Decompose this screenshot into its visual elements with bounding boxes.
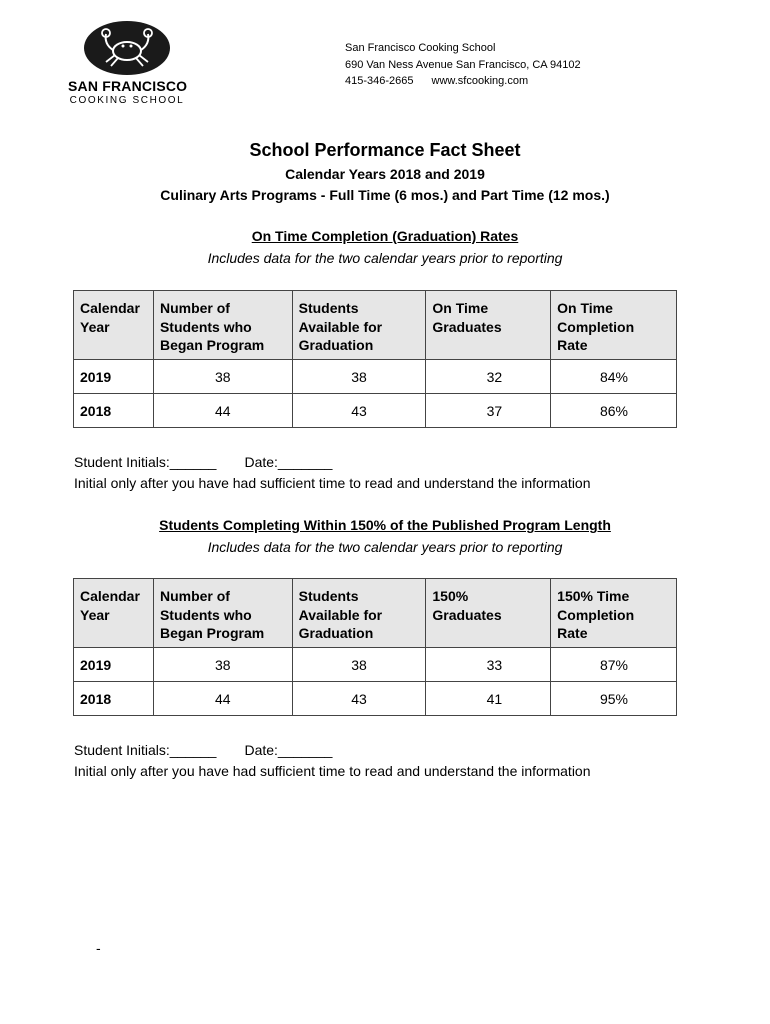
page-subtitle: Calendar Years 2018 and 2019 xyxy=(285,166,485,182)
began-cell: 44 xyxy=(153,682,292,716)
student-initials-field[interactable]: Student Initials:______ xyxy=(74,454,217,470)
graduates-cell: 33 xyxy=(426,648,551,682)
available-cell: 38 xyxy=(292,648,426,682)
initial-note: Initial only after you have had sufficient time to read and understand the information xyxy=(74,763,591,779)
graduates-cell: 32 xyxy=(426,360,551,394)
table-header-row xyxy=(74,291,677,360)
section-subtitle-on-time: Includes data for the two calendar years prior to reporting xyxy=(207,250,563,266)
programs-subtitle: Culinary Arts Programs - Full Time (6 mos.) and Part Time (12 mos.) xyxy=(160,187,610,203)
footer-mark: - xyxy=(96,940,101,956)
year-cell: 2018 xyxy=(74,394,154,428)
page-title: School Performance Fact Sheet xyxy=(249,140,521,160)
began-cell: 38 xyxy=(153,648,292,682)
section-title-150: Students Completing Within 150% of the Published Program Length xyxy=(159,517,611,533)
header-cell: Students Available for Graduation xyxy=(292,291,426,360)
table-row xyxy=(74,682,677,716)
date-field[interactable]: Date:_______ xyxy=(244,454,333,470)
header-cell: Number of Students who Began Program xyxy=(153,579,292,648)
header-cell: On Time Graduates xyxy=(426,291,551,360)
website-link[interactable]: www.sfcooking.com xyxy=(431,75,529,87)
school-name: San Francisco Cooking School xyxy=(345,42,496,54)
header-cell: Calendar Year xyxy=(74,579,154,648)
graduates-cell: 37 xyxy=(426,394,551,428)
available-cell: 38 xyxy=(292,360,426,394)
header-cell: 150% Time Completion Rate xyxy=(551,579,677,648)
rate-cell: 84% xyxy=(551,360,677,394)
header-cell: On Time Completion Rate xyxy=(551,291,677,360)
table-header-row xyxy=(74,579,677,648)
street-address: 690 Van Ness Avenue San Francisco, CA 94102 xyxy=(345,58,581,71)
header-cell: Students Available for Graduation xyxy=(292,579,426,648)
rate-cell: 86% xyxy=(551,394,677,428)
header-cell: Number of Students who Began Program xyxy=(153,291,292,360)
rate-cell: 95% xyxy=(551,682,677,716)
on-time-completion-table xyxy=(73,290,677,428)
date-field[interactable]: Date:_______ xyxy=(244,742,333,758)
initials-line xyxy=(74,742,332,758)
table-row xyxy=(74,360,677,394)
phone-number: 415-346-2665 xyxy=(345,75,414,87)
initial-note: Initial only after you have had sufficient time to read and understand the information xyxy=(74,475,591,491)
available-cell: 43 xyxy=(292,682,426,716)
began-cell: 44 xyxy=(153,394,292,428)
student-initials-field[interactable]: Student Initials:______ xyxy=(74,742,217,758)
graduates-cell: 41 xyxy=(426,682,551,716)
contact-line xyxy=(345,73,581,90)
crab-logo-icon xyxy=(82,20,172,76)
table-row xyxy=(74,394,677,428)
table-row xyxy=(74,648,677,682)
year-cell: 2019 xyxy=(74,648,154,682)
completion-150-table xyxy=(73,578,677,716)
rate-cell: 87% xyxy=(551,648,677,682)
available-cell: 43 xyxy=(292,394,426,428)
year-cell: 2018 xyxy=(74,682,154,716)
school-logo xyxy=(68,20,186,106)
logo-name: SAN FRANCISCO xyxy=(68,78,188,94)
initials-line xyxy=(74,454,332,470)
began-cell: 38 xyxy=(153,360,292,394)
year-cell: 2019 xyxy=(74,360,154,394)
header-cell: Calendar Year xyxy=(74,291,154,360)
logo-subtitle: COOKING SCHOOL xyxy=(69,95,185,106)
address-block xyxy=(345,40,581,90)
header-cell: 150% Graduates xyxy=(426,579,551,648)
section-title-on-time: On Time Completion (Graduation) Rates xyxy=(251,228,519,244)
section-subtitle-150: Includes data for the two calendar years prior to reporting xyxy=(207,539,563,555)
